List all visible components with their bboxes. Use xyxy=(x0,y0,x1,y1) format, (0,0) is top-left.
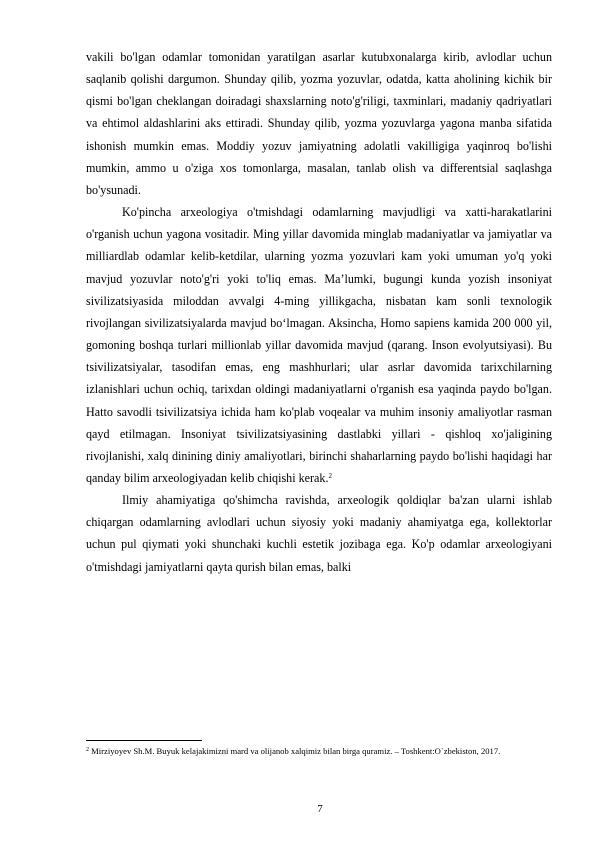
paragraph-1: vakili bo'lgan odamlar tomonidan yaratilgan asarlar kutubxonalarga kirib, avlodlar uchun saqlanib qolishi dargumon. Shunday qilib, yozma yozuvlar, odatda, katta aholining kichik bir qismi bo'lgan cheklangan doiradagi shaxslarning noto'g'riligi, taxminlari, madaniy qadriyatlari va ehtimol aldashlarini aks ettiradi. Shunday qilib, yozma yozuvlarga yagona manba sifatida ishonish mumkin emas. Moddiy yozuv jamiyatning adolatli vakilligiga yaqinroq bo'lishi mumkin, ammo u o'ziga xos tomonlarga, masalan, tanlab olish va differentsial saqlashga bo'ysunadi. xyxy=(86,50,552,197)
footnote-text: Mirziyoyev Sh.M. Buyuk kelajakimizni mard va olijanob xalqimiz bilan birga quramiz. – Toshkent:O`zbekiston, 2017. xyxy=(91,746,501,756)
paragraph-2 xyxy=(86,201,552,489)
paragraph-3: Ilmiy ahamiyatiga qo'shimcha ravishda, arxeologik qoldiqlar ba'zan ularni ishlab chiqargan odamlarning avlodlari uchun siyosiy yoki madaniy ahamiyatga ega, kollektorlar uchun pul qiymati yoki shunchaki kuchli estetik jozibaga ega. Ko'p odamlar arxeologiyani o'tmishdagi jamiyatlarni qayta qurish bilan emas, balki xyxy=(86,493,552,574)
footnote-separator xyxy=(86,740,202,741)
body-text xyxy=(86,46,552,578)
footnote-reference[interactable]: 2 xyxy=(328,471,332,480)
page-number: 7 xyxy=(317,803,323,815)
footnote-marker: 2 xyxy=(86,747,89,753)
footnote xyxy=(86,742,552,760)
paragraph-2-text: Ko'pincha arxeologiya o'tmishdagi odamlarning mavjudligi va xatti-harakatlarini o'rganish uchun yagona vositadir. Ming yillar davomida minglab madaniyatlar va jamiyatlar va milliardlab odamlar kelib-ketdilar, ularning yozma yozuvlari kam yoki umuman yo'q yoki mavjud yozuvlar noto'g'ri yoki to'liq emas. Ma’lumki, bugungi kunda yozish insoniyat sivilizatsiyasida miloddan avvalgi 4-ming yillikgacha, nisbatan kam sonli texnologik rivojlangan sivilizatsiyalarda mavjud bo‘lmagan. Aksincha, Homo sapiens kamida 200 000 yil, gomoning boshqa turlari millionlab yillar davomida mavjud (qarang. Inson evolyutsiyasi). Bu tsivilizatsiyalar, tasodifan emas, eng mashhurlari; ular asrlar davomida tarixchilarning izlanishlari uchun ochiq, tarixdan oldingi madaniyatlarni o'rganish esa yaqinda paydo bo'lgan. Hatto savodli tsivilizatsiya ichida ham ko'plab voqealar va muhim insoniy amaliyotlar rasman qayd etilmagan. Insoniyat tsivilizatsiyasining dastlabki yillari - qishloq xo'jaligining rivojlanishi, xalq dinining diniy amaliyotlari, birinchi shaharlarning paydo bo'lishi haqidagi har qanday bilim arxeologiyadan kelib chiqishi kerak. xyxy=(86,205,552,485)
